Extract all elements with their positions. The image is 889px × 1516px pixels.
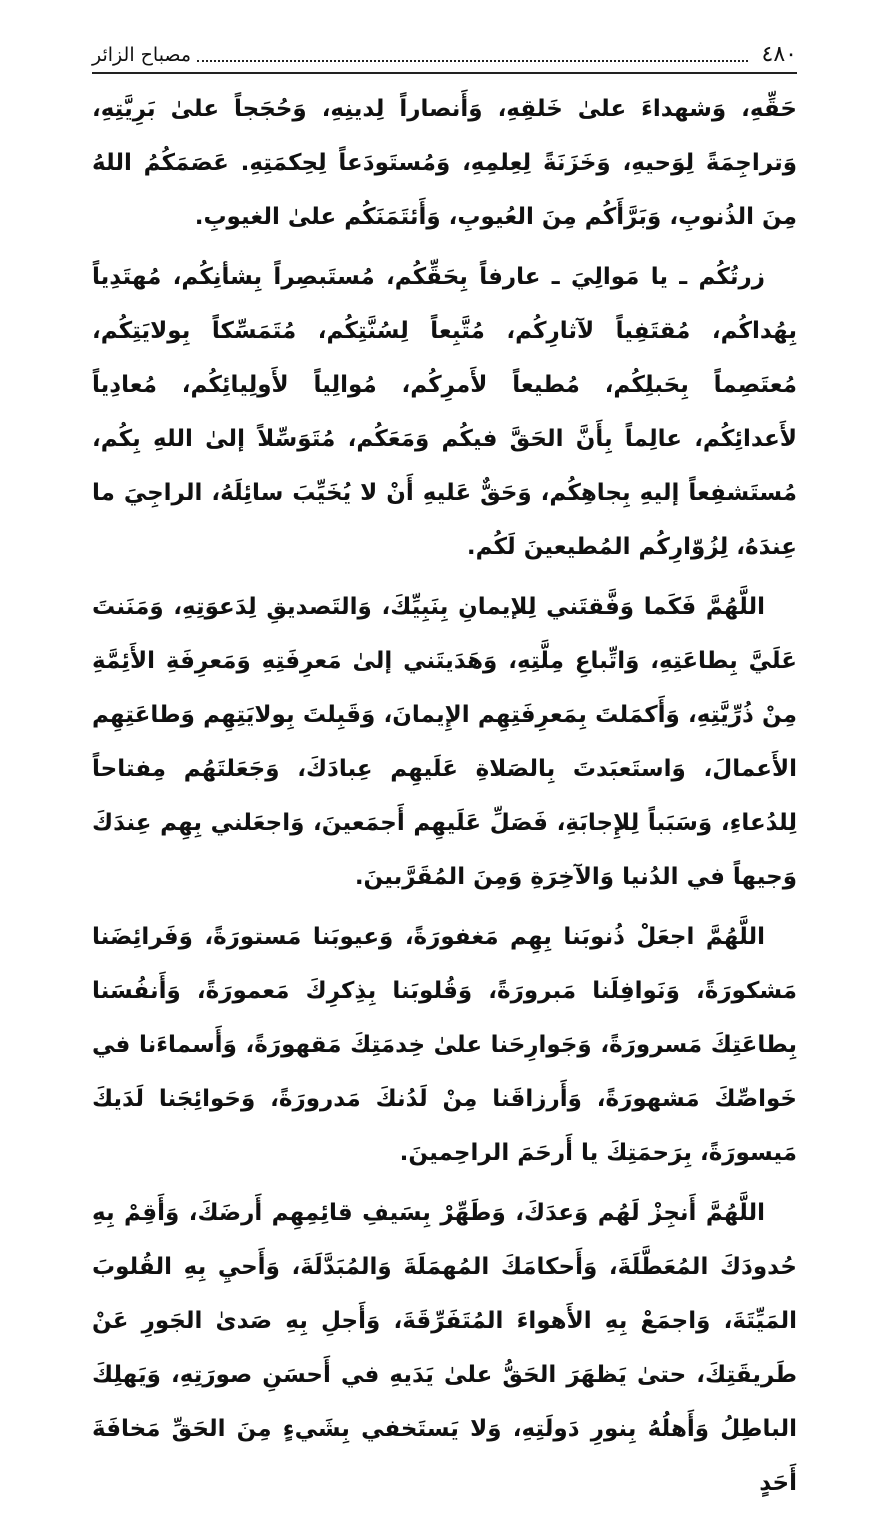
book-title: مصباح الزائر — [92, 44, 192, 66]
paragraph-2: زرتُكُم ـ يا مَوالِيَ ـ عارفاً بِحَقِّكُم، مُستَبصِراً بِشأنِكُم، مُهتَدِياً بِهُداكُم، مُقتَفِياً لآثارِكُم، مُتَّبِعاً لِسُنَّتِكُم، مُتَمَسِّكاً بِولايَتِكُم، مُعتَصِماً بِحَبلِكُم، مُطيعاً لأَمرِكُم، مُوالِياً لأَولِيائِكُم، مُعادِياً لأَعدائِكُم، عالِماً بِأَنَّ الحَقَّ فيكُم وَمَعَكُم، مُتَوَسِّلاً إلىٰ اللهِ بِكُم، مُستَشفِعاً إليهِ بِجاهِكُم، وَحَقٌّ عَليهِ أَنْ لا يُخَيِّبَ سائِلَهُ، الراجِيَ ما عِندَهُ، لِزُوّارِكُم المُطيعينَ لَكُم. — [92, 264, 797, 560]
header-divider — [92, 72, 797, 74]
page-number: ٤٨٠ — [761, 42, 797, 67]
paragraph-4: اللَّهُمَّ اجعَلْ ذُنوبَنا بِهِم مَغفورَةً، وَعيوبَنا مَستورَةً، وَفَرائِضَنا مَشكورَةً، وَنَوافِلَنا مَبرورَةً، وَقُلوبَنا بِذِكرِكَ مَعمورَةً، وَأَنفُسَنا بِطاعَتِكَ مَسرورَةً، وَجَوارِحَنا علىٰ خِدمَتِكَ مَقهورَةً، وَأَسماءَنا في خَواصِّكَ مَشهورَةً، وَأَرزاقَنا مِنْ لَدُنكَ مَدرورَةً، وَحَوائِجَنا لَدَيكَ مَيسورَةً، بِرَحمَتِكَ يا أَرحَمَ الراحِمينَ. — [92, 924, 797, 1166]
paragraph-1: حَقِّهِ، وَشهداءَ علىٰ خَلقِهِ، وَأَنصاراً لِدينِهِ، وَحُجَجاً علىٰ بَرِيَّتِهِ، وَتراجِمَةً لِوَحيهِ، وَخَزَنَةً لِعِلمِهِ، وَمُستَودَعاً لِحِكمَتِهِ. عَصَمَكُمُ اللهُ مِنَ الذُنوبِ، وَبَرَّأَكُم مِنَ العُيوبِ، وَأَئتَمَنَكُم علىٰ الغيوبِ. — [92, 96, 797, 230]
paragraph-5: اللَّهُمَّ أَنجِزْ لَهُم وَعدَكَ، وَطَهِّرْ بِسَيفِ قائِمِهِم أَرضَكَ، وَأَقِمْ بِهِ حُدودَكَ المُعَطَّلَةَ، وَأَحكامَكَ المُهمَلَةَ وَالمُبَدَّلَةَ، وَأَحيِ بِهِ القُلوبَ المَيِّتَةَ، وَاجمَعْ بِهِ الأَهواءَ المُتَفَرِّقَةَ، وَأَجلِ بِهِ صَدىٰ الجَورِ عَنْ طَريقَتِكَ، حتىٰ يَظهَرَ الحَقُّ علىٰ يَدَيهِ في أَحسَنِ صورَتِهِ، وَيَهلِكَ الباطِلُ وَأَهلُهُ بِنورِ دَولَتِهِ، وَلا يَستَخفي بِشَيءٍ مِنَ الحَقِّ مَخافَةَ أَحَدٍ — [92, 1200, 797, 1496]
page-header — [92, 30, 797, 70]
paragraph-3: اللَّهُمَّ فَكَما وَفَّقتَني لِلإيمانِ بِنَبِيِّكَ، وَالتَصديقِ لِدَعوَتِهِ، وَمَنَنتَ عَلَيَّ بِطاعَتِهِ، وَاتِّباعِ مِلَّتِهِ، وَهَدَيتَني إلىٰ مَعرِفَتِهِ وَمَعرِفَةِ الأَئِمَّةِ مِنْ ذُرِّيَّتِهِ، وَأَكمَلتَ بِمَعرِفَتِهِم الإِيمانَ، وَقَبِلتَ بِولايَتِهِم وَطاعَتِهِم الأَعمالَ، وَاستَعبَدتَ بِالصَلاةِ عَلَيهِم عِبادَكَ، وَجَعَلتَهُم مِفتاحاً لِلدُعاءِ، وَسَبَباً لِلإِجابَةِ، فَصَلِّ عَلَيهِم أَجمَعينَ، وَاجعَلني بِهِم عِندَكَ وَجيهاً في الدُنيا وَالآخِرَةِ وَمِنَ المُقَرَّبينَ. — [92, 594, 797, 890]
page-body — [92, 82, 797, 1516]
header-leader-dots — [197, 60, 747, 62]
